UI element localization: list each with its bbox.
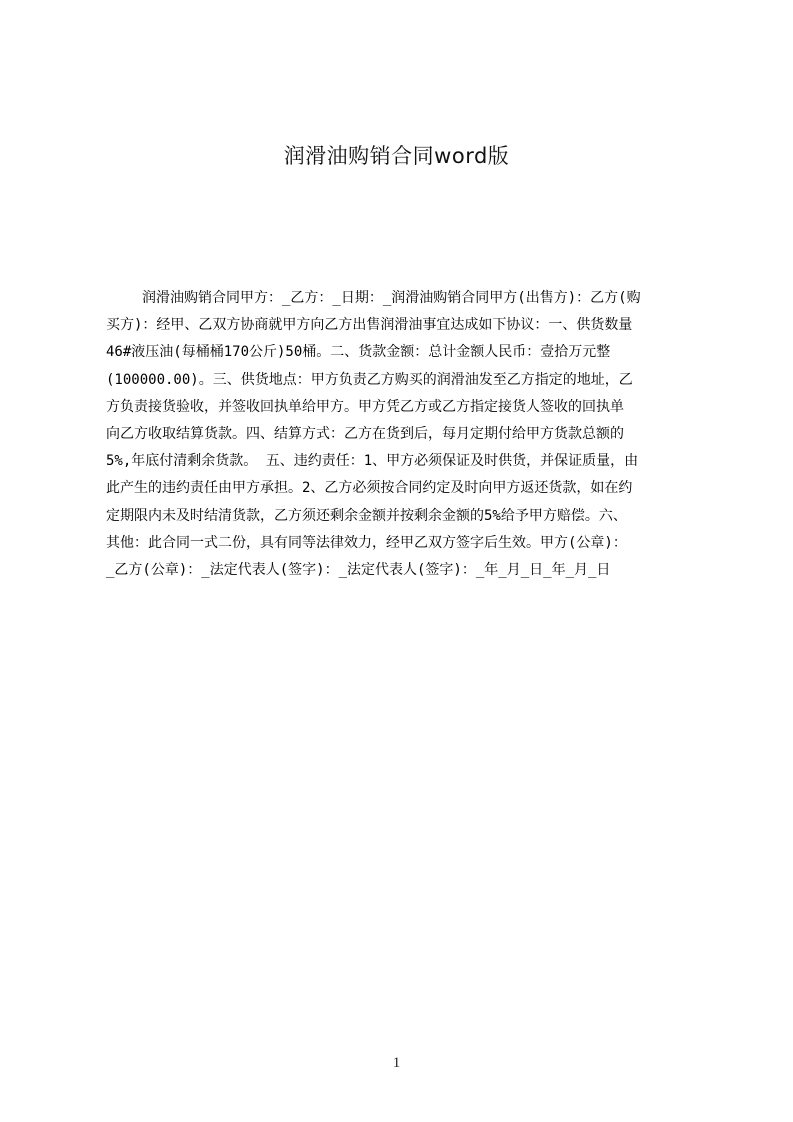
document-title: 润滑油购销合同word版: [283, 144, 510, 168]
body-line: 46#液压油(每桶桶170公斤)50桶。二、货款金额：总计金额人民币：壹拾万元整: [106, 344, 611, 361]
body-line: 方负责接货验收，并签收回执单给甲方。甲方凭乙方或乙方指定接货人签收的回执单: [106, 398, 624, 415]
page-number: 1: [392, 1055, 401, 1071]
body-line: 买方)：经甲、乙双方协商就甲方向乙方出售润滑油事宜达成如下协议：一、供货数量: [106, 317, 633, 334]
body-line: _乙方(公章)：_法定代表人(签字)：_法定代表人(签字)：_年_月_日_年_月_日: [106, 561, 611, 578]
body-line: 其他：此合同一式二份，具有同等法律效力，经甲乙双方签字后生效。甲方(公章)：: [106, 534, 627, 551]
body-line: 此产生的违约责任由甲方承担。2、乙方必须按合同约定及时向甲方返还货款，如在约: [106, 480, 633, 497]
body-line: 润滑油购销合同甲方：_乙方：_日期：_润滑油购销合同甲方(出售方)：乙方(购: [142, 290, 641, 306]
body-line: 向乙方收取结算货款。四、结算方式：乙方在货到后，每月定期付给甲方货款总额的: [106, 425, 624, 442]
contract-body: [106, 285, 696, 584]
body-line: 5%,年底付清剩余货款。 五、违约责任：1、甲方必须保证及时供货，并保证质量，由: [106, 453, 639, 470]
body-line: 定期限内未及时结清货款，乙方须还剩余金额并按剩余金额的5%给予甲方赔偿。六、: [106, 507, 627, 524]
body-line: (100000.00)。三、供货地点：甲方负责乙方购买的润滑油发至乙方指定的地址，乙: [106, 371, 633, 388]
